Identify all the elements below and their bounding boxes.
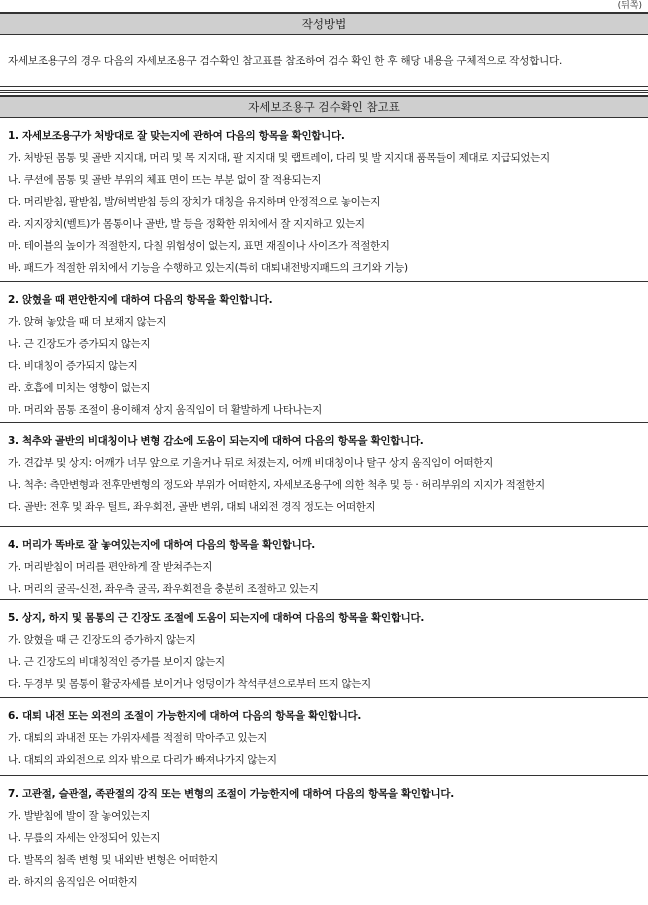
- check-item: 마. 머리와 몸통 조절이 용이해져 상지 움직임이 더 활발하게 나타나는지: [8, 404, 322, 416]
- section-title: 7. 고관절, 슬관절, 족관절의 강직 또는 변형의 조절이 가능한지에 대하여 다음의 항목을 확인합니다.: [8, 788, 454, 800]
- reference-table: [0, 118, 648, 890]
- check-item: 가. 견갑부 및 상지: 어깨가 너무 앞으로 기울거나 뒤로 처졌는지, 어깨 비대칭이나 탈구 상지 움직임이 어떠한지: [8, 457, 493, 469]
- double-divider: [0, 90, 648, 93]
- section-title: 2. 앉혔을 때 편안한지에 대하여 다음의 항목을 확인합니다.: [8, 294, 273, 306]
- page-side-label: (뒤쪽): [617, 1, 642, 11]
- check-section-5: [0, 600, 648, 698]
- section-title: 5. 상지, 하지 및 몸통의 근 긴장도 조절에 도움이 되는지에 대하여 다음의 항목을 확인합니다.: [8, 612, 425, 624]
- check-item: 나. 근 긴장도의 비대칭적인 증가를 보이지 않는지: [8, 656, 225, 668]
- check-section-2: [0, 282, 648, 423]
- check-item: 바. 패드가 적절한 위치에서 기능을 수행하고 있는지(특히 대퇴내전방지패드의 크기와 기능): [8, 262, 408, 274]
- check-item: 나. 대퇴의 과외전으로 의자 밖으로 다리가 빠져나가지 않는지: [8, 754, 277, 766]
- section-title: 6. 대퇴 내전 또는 외전의 조절이 가능한지에 대하여 다음의 항목을 확인합니다.: [8, 710, 362, 722]
- check-section-7: [0, 776, 648, 890]
- check-section-3: [0, 423, 648, 527]
- check-item: 나. 근 긴장도가 증가되지 않는지: [8, 338, 151, 350]
- check-item: 가. 머리받침이 머리를 편안하게 잘 받쳐주는지: [8, 561, 212, 573]
- check-item: 나. 무릎의 자세는 안정되어 있는지: [8, 832, 161, 844]
- check-item: 마. 테이블의 높이가 적절한지, 다칠 위험성이 없는지, 표면 재질이나 사이즈가 적절한지: [8, 240, 390, 252]
- check-item: 가. 대퇴의 과내전 또는 가위자세를 적절히 막아주고 있는지: [8, 732, 267, 744]
- check-item: 가. 앉혔을 때 근 긴장도의 증가하지 않는지: [8, 634, 196, 646]
- section-title: 1. 자세보조용구가 처방대로 잘 맞는지에 관하여 다음의 항목을 확인합니다.: [8, 130, 345, 142]
- check-item: 라. 호흡에 미치는 영향이 없는지: [8, 382, 151, 394]
- check-item: 다. 비대칭이 증가되지 않는지: [8, 360, 138, 372]
- check-item: 가. 처방된 몸통 및 골반 지지대, 머리 및 목 지지대, 팔 지지대 및 랩트레이, 다리 및 발 지지대 품목들이 제대로 지급되었는지: [8, 152, 550, 164]
- check-item: 가. 발받침에 발이 잘 놓여있는지: [8, 810, 151, 822]
- check-item: 다. 골반: 전후 및 좌우 틸트, 좌우회전, 골반 변위, 대퇴 내외전 경직 정도는 어떠한지: [8, 501, 376, 513]
- section-title: 3. 척추와 골반의 비대칭이나 변형 감소에 도움이 되는지에 대하여 다음의 항목을 확인합니다.: [8, 435, 424, 447]
- check-item: 다. 머리받침, 팔받침, 발/허벅받침 등의 장치가 대칭을 유지하며 안정적으로 놓이는지: [8, 196, 381, 208]
- check-item: 라. 하지의 움직임은 어떠한지: [8, 876, 138, 888]
- method-body-text: 자세보조용구의 경우 다음의 자세보조용구 검수확인 참고표를 참조하여 검수 확인 한 후 해당 내용을 구체적으로 작성합니다.: [0, 35, 648, 87]
- check-item: 라. 지지장치(벨트)가 몸통이나 골반, 발 등을 정확한 위치에서 잘 지지하고 있는지: [8, 218, 365, 230]
- check-item: 가. 앉혀 놓았을 때 더 보채지 않는지: [8, 316, 167, 328]
- reference-table-header: 자세보조용구 검수확인 참고표: [0, 95, 648, 118]
- check-section-1: [0, 118, 648, 282]
- check-item: 나. 쿠션에 몸통 및 골반 부위의 체표 면이 뜨는 부분 없이 잘 적용되는지: [8, 174, 322, 186]
- check-item: 나. 머리의 굴곡-신전, 좌우측 굴곡, 좌우회전을 충분히 조절하고 있는지: [8, 583, 319, 595]
- method-header: 작성방법: [0, 12, 648, 35]
- check-section-4: [0, 527, 648, 600]
- section-title: 4. 머리가 똑바로 잘 놓여있는지에 대하여 다음의 항목을 확인합니다.: [8, 539, 315, 551]
- check-item: 나. 척추: 측만변형과 전후만변형의 정도와 부위가 어떠한지, 자세보조용구에 의한 척추 및 등 · 허리부위의 지지가 적절한지: [8, 479, 545, 491]
- check-section-6: [0, 698, 648, 776]
- check-item: 다. 두경부 및 몸통이 활궁자세를 보이거나 엉덩이가 착석쿠션으로부터 뜨지 않는지: [8, 678, 371, 690]
- check-item: 다. 발목의 첨족 변형 및 내외반 변형은 어떠한지: [8, 854, 218, 866]
